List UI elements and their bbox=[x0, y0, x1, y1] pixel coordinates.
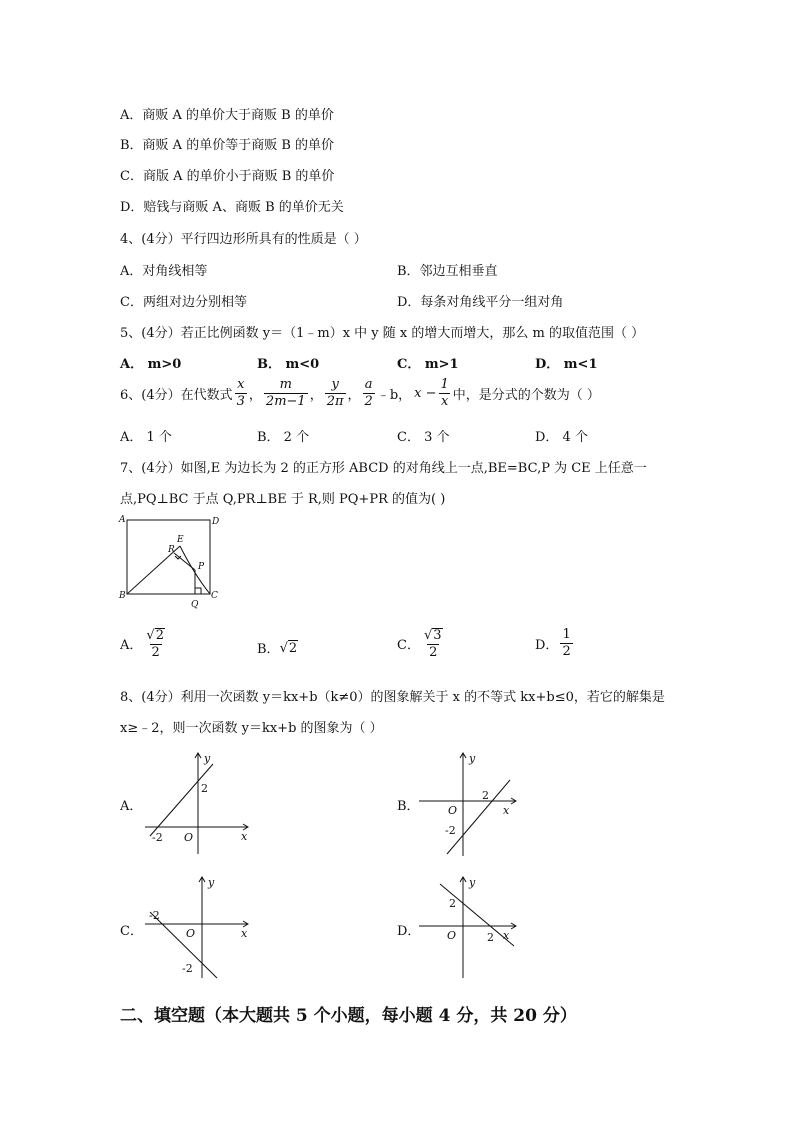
q7-figure bbox=[114, 512, 226, 612]
q5-option-b: B． m<0 bbox=[257, 357, 320, 372]
q4-option-a: A．对角线相等 bbox=[120, 264, 208, 279]
q8-graph-c bbox=[140, 872, 260, 982]
label-a: A bbox=[119, 515, 126, 525]
q7-option-c: C． √3 2 bbox=[397, 628, 442, 660]
q5-stem: 5、(4分）若正比例函数 y＝（1﹣m）x 中 y 随 x 的增大而增大，那么 m 的取值范围（ ） bbox=[120, 326, 645, 341]
root-label: -2 bbox=[149, 909, 160, 922]
section-2-heading: 二、填空题（本大题共 5 个小题，每小题 4 分，共 20 分） bbox=[120, 1006, 577, 1026]
function-line bbox=[447, 780, 510, 854]
q4-option-d: D．每条对角线平分一组对角 bbox=[397, 295, 564, 310]
q6-option-d: D． 4 个 bbox=[535, 430, 588, 445]
label-b: B bbox=[119, 591, 126, 601]
q8-option-c-label: C． bbox=[120, 924, 143, 939]
x-label: x bbox=[241, 927, 248, 940]
q4-option-c: C．两组对边分别相等 bbox=[120, 295, 247, 310]
q8-option-d-label: D． bbox=[397, 924, 421, 939]
origin-label: O bbox=[447, 929, 457, 942]
label-d: D bbox=[212, 517, 220, 527]
origin-label: O bbox=[448, 804, 458, 817]
origin-label: O bbox=[184, 831, 194, 844]
q4-stem: 4、(4分）平行四边形所具有的性质是（ ） bbox=[120, 232, 367, 247]
q6-option-c: C． 3 个 bbox=[397, 430, 450, 445]
label-p: P bbox=[198, 562, 205, 572]
q6-fraction-2: m 2m−1 bbox=[265, 377, 306, 409]
q6-mid: ﹣b， bbox=[376, 387, 412, 403]
q8-option-b-label: B． bbox=[397, 799, 420, 814]
intercept-label: -2 bbox=[182, 962, 193, 975]
x-label: x bbox=[241, 830, 248, 843]
q7-option-d: D． 1 2 bbox=[535, 627, 571, 659]
q6-fraction-3: y 2π bbox=[326, 377, 344, 409]
q6-option-a: A． 1 个 bbox=[120, 430, 172, 445]
q6-fraction-4: a 2 bbox=[364, 377, 373, 409]
q8-graph-b bbox=[414, 748, 534, 858]
q5-option-c: C． m>1 bbox=[397, 357, 459, 372]
intercept-label: -2 bbox=[445, 824, 456, 837]
root-label: -2 bbox=[152, 831, 163, 844]
q3-option-c: C．商版 A 的单价小于商贩 B 的单价 bbox=[120, 169, 335, 184]
q8-option-a-label: A． bbox=[120, 799, 143, 814]
q7-option-b: B． √2 bbox=[257, 640, 298, 657]
q7-line-2: 点,PQ⊥BC 于点 Q,PR⊥BE 于 R,则 PQ+PR 的值为( ) bbox=[120, 492, 446, 507]
intercept-label: 2 bbox=[201, 782, 208, 795]
q8-line-1: 8、(4分）利用一次函数 y＝kx+b（k≠0）的图象解关于 x 的不等式 kx+b≤0，若它的解集是 bbox=[120, 690, 665, 705]
q3-option-b: B．商贩 A 的单价等于商贩 B 的单价 bbox=[120, 138, 335, 153]
x-label: x bbox=[503, 804, 510, 817]
q6-f5-prefix: x − bbox=[414, 385, 437, 401]
q5-option-d: D． m<1 bbox=[535, 357, 598, 372]
q5-option-a: A． m>0 bbox=[120, 357, 182, 372]
label-e: E bbox=[177, 535, 184, 545]
q8-graph-a bbox=[140, 748, 260, 858]
x-label: x bbox=[503, 929, 510, 942]
q6-fraction-1: x 3 bbox=[236, 377, 245, 409]
root-label: 2 bbox=[482, 789, 489, 802]
q6-option-b: B． 2 个 bbox=[257, 430, 310, 445]
q3-option-a: A．商贩 A 的单价大于商贩 B 的单价 bbox=[120, 108, 334, 123]
q8-graph-d bbox=[414, 872, 534, 982]
label-c: C bbox=[211, 591, 218, 601]
function-line bbox=[150, 764, 213, 836]
q6-prefix: 6、(4分）在代数式 bbox=[120, 387, 233, 403]
q4-option-b: B．邻边互相垂直 bbox=[397, 264, 498, 279]
label-r: R bbox=[168, 545, 175, 555]
q8-line-2: x≥﹣2，则一次函数 y＝kx+b 的图象为（ ） bbox=[120, 721, 383, 736]
y-label: y bbox=[469, 752, 476, 765]
label-q: Q bbox=[191, 600, 199, 610]
intercept-label: 2 bbox=[449, 897, 456, 910]
q6-stem: 6、(4分）在代数式 x 3 ， m 2m−1 ， y 2π ， a 2 ﹣b， x − $\frac{1}{x}$ 中，是分式的个数为（ ） bbox=[120, 377, 600, 409]
y-label: y bbox=[469, 876, 476, 889]
q7-line-1: 7、(4分）如图,E 为边长为 2 的正方形 ABCD 的对角线上一点,BE=BC,P 为 CE 上任意一 bbox=[120, 461, 647, 476]
q6-fraction-5: $\frac{1}{x}$ bbox=[440, 377, 449, 409]
q6-suffix: 中，是分式的个数为（ ） bbox=[452, 387, 600, 403]
origin-label: O bbox=[186, 927, 196, 940]
q3-option-d: D．赔钱与商贩 A、商贩 B 的单价无关 bbox=[120, 200, 344, 215]
y-label: y bbox=[208, 876, 215, 889]
y-label: y bbox=[204, 752, 211, 765]
right-angle-q bbox=[195, 588, 201, 594]
root-label: 2 bbox=[487, 931, 494, 944]
q7-option-a: A． √2 2 bbox=[120, 628, 164, 660]
